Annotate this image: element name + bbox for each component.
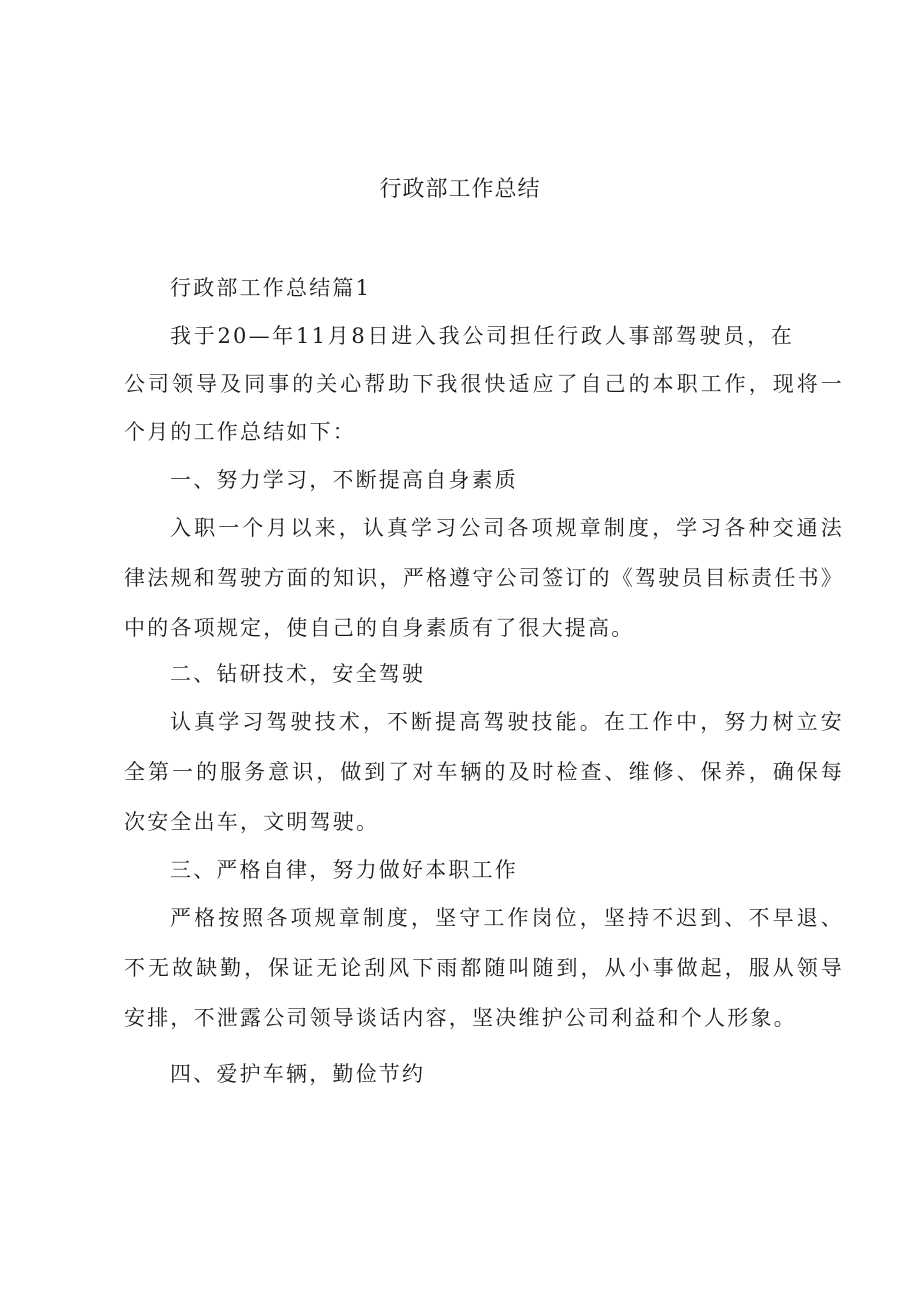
paragraph-line: 入职一个月以来，认真学习公司各项规章制度，学习各种交通法 [170,516,844,540]
paragraph-line: 律法规和驾驶方面的知识，严格遵守公司签订的《驾驶员目标责任书》 [124,566,844,590]
section-heading: 二、钻研技术，安全驾驶 [170,662,426,686]
paragraph-line: 认真学习驾驶技术，不断提高驾驶技能。在工作中，努力树立安 [170,710,844,734]
section-heading-piece-1: 行政部工作总结篇1 [170,276,372,300]
paragraph-line: 个月的工作总结如下： [124,420,356,444]
paragraph-line: 不无故缺勤，保证无论刮风下雨都随叫随到，从小事做起，服从领导 [124,956,844,980]
paragraph-line: 我于20—年11月8日进入我公司担任行政人事部驾驶员，在 [170,324,794,348]
paragraph-line: 公司领导及同事的关心帮助下我很快适应了自己的本职工作，现将一 [124,372,844,396]
paragraph-line: 全第一的服务意识，做到了对车辆的及时检查、维修、保养，确保每 [124,760,844,784]
paragraph-line: 安排，不泄露公司领导谈话内容，坚决维护公司利益和个人形象。 [124,1006,797,1030]
paragraph-line: 严格按照各项规章制度，坚守工作岗位，坚持不迟到、不早退、 [170,906,844,930]
section-heading: 一、努力学习，不断提高自身素质 [170,468,518,492]
paragraph-line: 中的各项规定，使自己的自身素质有了很大提高。 [124,616,635,640]
paragraph-line: 次安全出车，文明驾驶。 [124,810,380,834]
document-title: 行政部工作总结 [379,177,541,202]
section-heading: 四、爱护车辆，勤俭节约 [170,1062,426,1086]
section-heading: 三、严格自律，努力做好本职工作 [170,858,518,882]
